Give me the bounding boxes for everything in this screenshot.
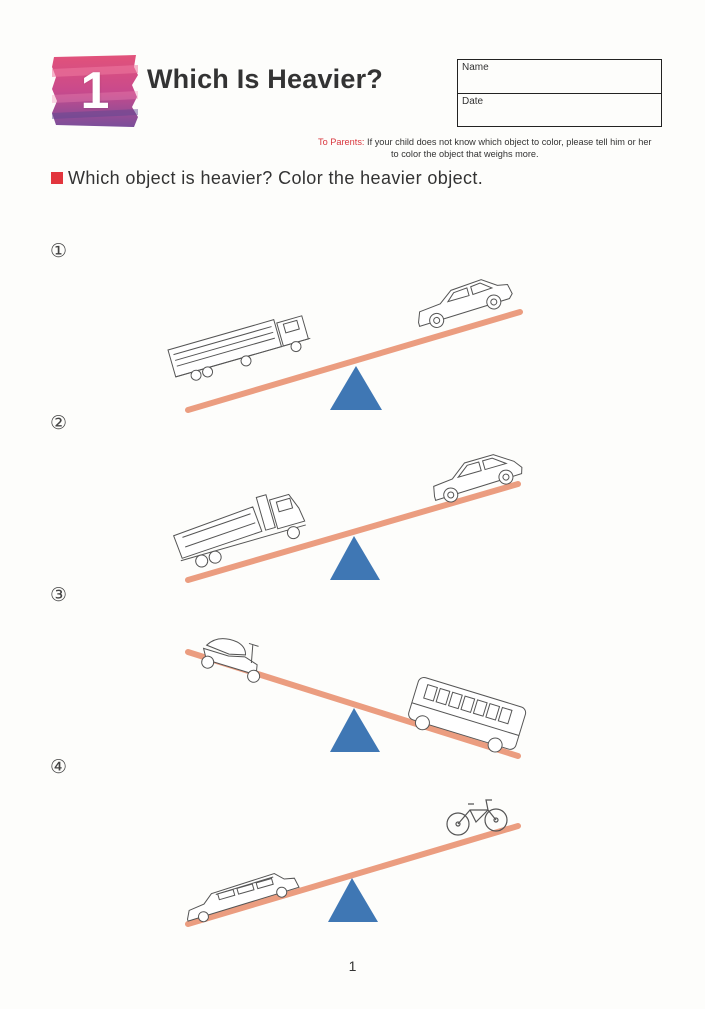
fulcrum-3 (330, 708, 380, 752)
question-number-2: ② (50, 412, 68, 434)
fulcrum-4 (328, 878, 378, 922)
limousine-icon[interactable] (182, 868, 301, 926)
car-icon[interactable] (412, 272, 516, 332)
truck-icon[interactable] (168, 311, 313, 385)
bus-icon[interactable] (405, 676, 527, 758)
question-number-1: ① (50, 240, 68, 262)
lesson-number: 1 (80, 62, 110, 120)
date-label: Date (462, 96, 484, 107)
parent-note-line2: to color the object that weighs more. (391, 148, 539, 159)
parent-note-prefix: To Parents: (318, 137, 365, 147)
parent-note-line1: If your child does not know which object to color, please tell him or her (364, 137, 652, 147)
dump-truck-icon[interactable] (170, 486, 309, 572)
name-label: Name (462, 62, 489, 73)
seesaw-1 (168, 272, 520, 410)
fulcrum-1 (330, 366, 382, 410)
question-number-3: ③ (50, 584, 68, 606)
instruction-text: Which object is heavier? Color the heavier object. (68, 168, 484, 188)
fulcrum-2 (330, 536, 380, 580)
page-title: Which Is Heavier? (147, 64, 383, 94)
seesaw-2 (170, 448, 526, 580)
seesaw-4 (182, 800, 518, 926)
scooter-icon[interactable] (198, 631, 268, 684)
question-number-4: ④ (50, 756, 68, 778)
page-number: 1 (348, 958, 357, 974)
seesaw-3 (188, 631, 527, 757)
